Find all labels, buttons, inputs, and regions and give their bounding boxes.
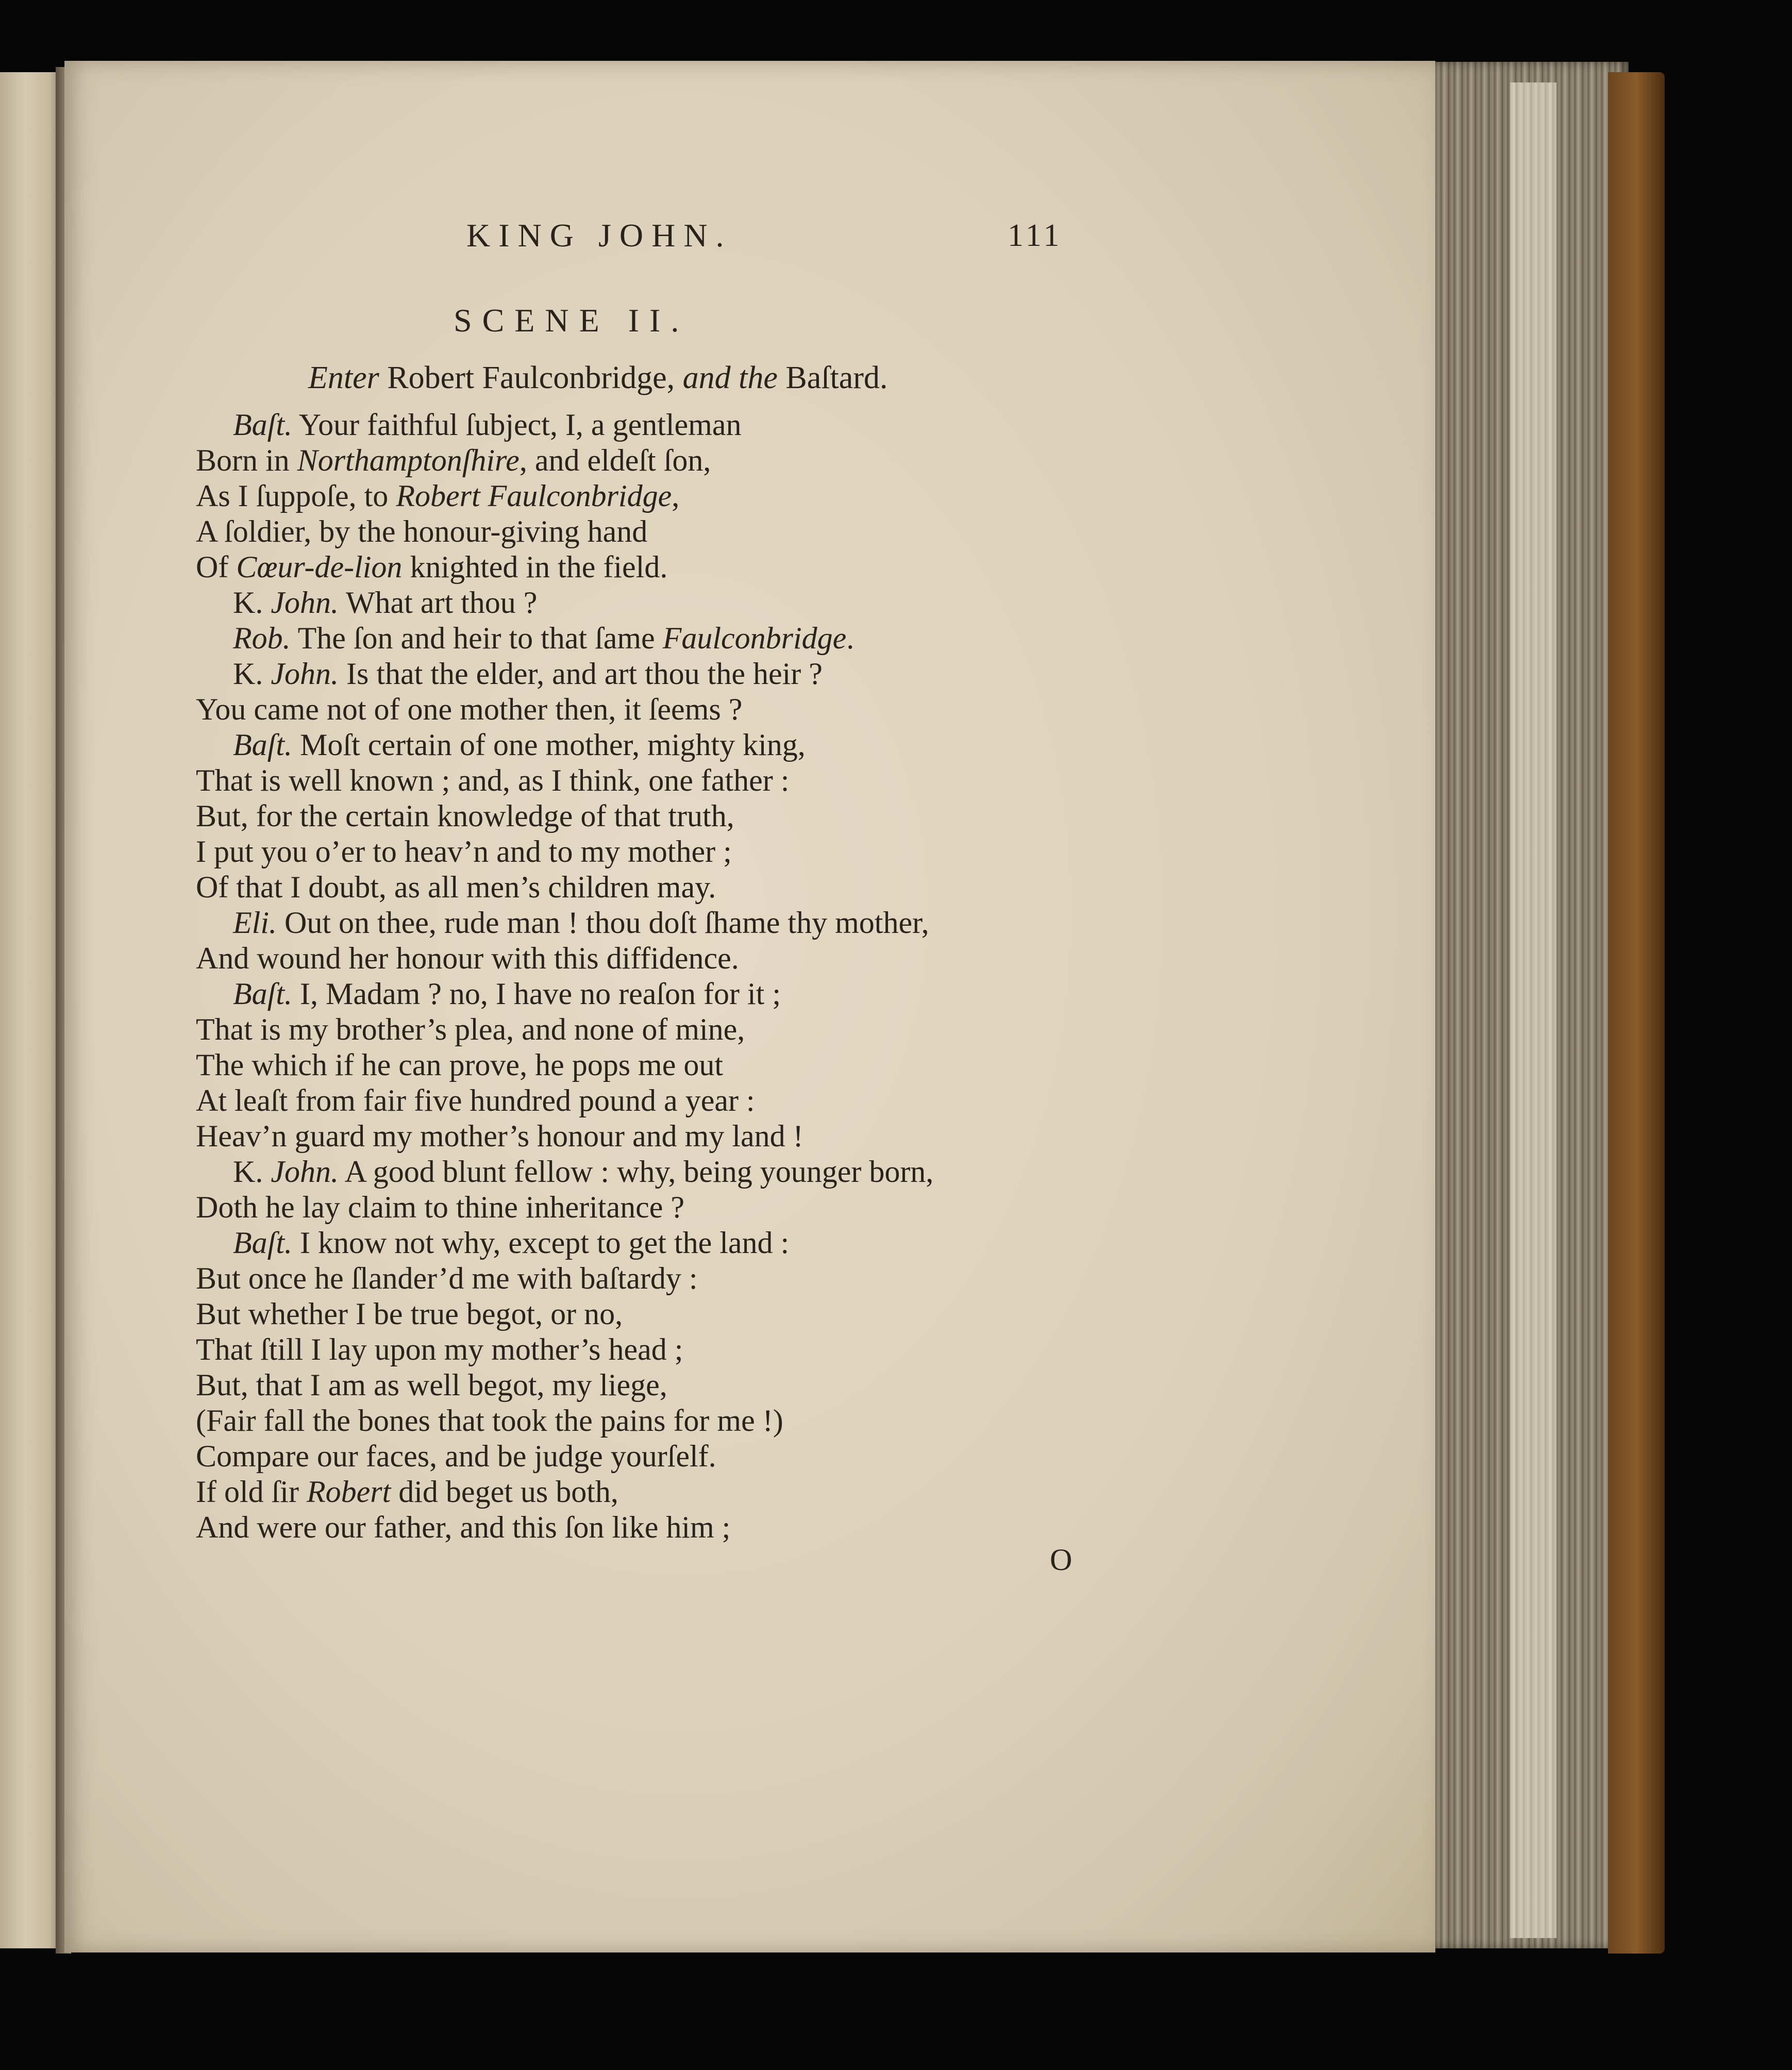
stage-direction-character: Baſtard. — [777, 360, 888, 395]
line-text: Heav’n guard my mother’s honour and my land ! — [196, 1119, 803, 1153]
line-text: I know not why, except to get the land : — [292, 1226, 790, 1260]
verse-block — [196, 407, 1381, 1545]
page-fore-edge-highlight — [1510, 82, 1556, 1938]
verse-line — [196, 1119, 1381, 1154]
line-text: Moſt certain of one mother, mighty king, — [292, 728, 806, 762]
speaker-name: Baſt. — [233, 728, 292, 762]
line-text: What art thou ? — [338, 586, 538, 620]
previous-page-edge — [0, 72, 62, 1948]
verse-line — [196, 1332, 1381, 1367]
verse-line — [196, 407, 1381, 443]
verse-line — [196, 1474, 1381, 1510]
verse-line — [196, 1261, 1381, 1296]
line-text: I, Madam ? no, I have no reaſon for it ; — [292, 977, 781, 1011]
verse-line — [196, 763, 1381, 798]
line-text: As I ſuppoſe, to — [196, 479, 396, 513]
speaker-name: Baſt. — [233, 1226, 292, 1260]
speaker-prefix: K. — [233, 657, 271, 691]
verse-line — [196, 870, 1381, 905]
speaker-name: John. — [271, 1155, 339, 1189]
verse-line — [196, 798, 1381, 834]
catchword: O — [1050, 1543, 1073, 1577]
verse-line — [196, 692, 1381, 727]
verse-line — [196, 585, 1381, 621]
line-text: Doth he lay claim to thine inheritance ? — [196, 1190, 684, 1224]
italic-name: Faulconbridge — [662, 621, 847, 655]
running-head: KING JOHN. — [466, 217, 732, 254]
italic-name: Cœur-de-lion — [236, 550, 403, 584]
line-text: That ſtill I lay upon my mother’s head ; — [196, 1332, 683, 1366]
line-text: Born in — [196, 443, 297, 477]
stage-direction-name: Robert Faulconbridge, — [379, 360, 683, 395]
line-text: A ſoldier, by the honour-giving hand — [196, 514, 648, 548]
verse-line — [196, 549, 1381, 585]
verse-line — [196, 1367, 1381, 1403]
line-text: . — [846, 621, 855, 655]
line-text: That is my brother’s plea, and none of mine, — [196, 1012, 745, 1046]
verse-line — [196, 1225, 1381, 1261]
line-text: The which if he can prove, he pops me out — [196, 1048, 724, 1082]
line-text: I put you o’er to heav’n and to my mother ; — [196, 834, 732, 869]
line-text: But, for the certain knowledge of that truth, — [196, 799, 734, 833]
line-text: (Fair fall the bones that took the pains for me !) — [196, 1404, 783, 1438]
line-text: And were our father, and this ſon like him ; — [196, 1510, 731, 1544]
speaker-prefix: K. — [233, 1155, 271, 1189]
line-text: did beget us both, — [391, 1475, 618, 1509]
verse-line — [196, 941, 1381, 976]
verse-line — [196, 1403, 1381, 1439]
line-text: That is well known ; and, as I think, one father : — [196, 763, 790, 797]
stage-direction-conj: and the — [682, 360, 778, 395]
line-text: , — [672, 479, 680, 513]
line-text: knighted in the field. — [402, 550, 668, 584]
line-text: But whether I be true begot, or no, — [196, 1297, 623, 1331]
line-text: The ſon and heir to that ſame — [290, 621, 663, 655]
verse-line — [196, 656, 1381, 692]
line-text: Is that the elder, and art thou the heir ? — [338, 657, 823, 691]
scene-title: SCENE II. — [454, 302, 690, 339]
leather-binding — [1608, 72, 1665, 1954]
line-text: Compare our faces, and be judge yourſelf. — [196, 1439, 716, 1473]
speaker-name: Eli. — [233, 906, 277, 940]
speaker-name: John. — [271, 586, 339, 620]
stage-direction-enter: Enter — [308, 360, 379, 395]
verse-line — [196, 1510, 1381, 1545]
verse-line — [196, 443, 1381, 478]
speaker-name: Baſt. — [233, 977, 292, 1011]
line-text: But once he ſlander’d me with baſtardy : — [196, 1261, 698, 1295]
verse-line — [196, 1047, 1381, 1083]
verse-line — [196, 905, 1381, 941]
verse-line — [196, 1083, 1381, 1119]
speaker-name: John. — [271, 657, 339, 691]
verse-line — [196, 727, 1381, 763]
stage-direction — [308, 360, 887, 396]
line-text: But, that I am as well begot, my liege, — [196, 1368, 667, 1402]
verse-line — [196, 1296, 1381, 1332]
line-text: You came not of one mother then, it ſeems ? — [196, 692, 743, 726]
line-text: , and eldeſt ſon, — [519, 443, 711, 477]
speaker-name: Baſt. — [233, 408, 292, 442]
italic-name: Robert Faulconbridge — [396, 479, 672, 513]
verse-line — [196, 1154, 1381, 1190]
verse-line — [196, 976, 1381, 1012]
verse-line — [196, 478, 1381, 514]
line-text: Your faithful ſubject, I, a gentleman — [292, 408, 742, 442]
line-text: If old ſir — [196, 1475, 307, 1509]
line-text: At leaſt from fair five hundred pound a year : — [196, 1083, 755, 1117]
line-text: A good blunt fellow : why, being younger born, — [338, 1155, 934, 1189]
italic-name: Northamptonſhire — [297, 443, 520, 477]
speaker-prefix: K. — [233, 586, 271, 620]
verse-line — [196, 1012, 1381, 1047]
verse-line — [196, 834, 1381, 870]
line-text: And wound her honour with this diffidence. — [196, 941, 739, 975]
speaker-name: Rob. — [233, 621, 291, 655]
verse-line — [196, 514, 1381, 549]
page-number: 111 — [1008, 218, 1063, 253]
verse-line — [196, 1190, 1381, 1225]
line-text: Of that I doubt, as all men’s children may. — [196, 870, 716, 904]
line-text: Of — [196, 550, 237, 584]
line-text: Out on thee, rude man ! thou doſt ſhame thy mother, — [277, 906, 929, 940]
italic-name: Robert — [306, 1475, 391, 1509]
verse-line — [196, 621, 1381, 656]
verse-line — [196, 1439, 1381, 1474]
